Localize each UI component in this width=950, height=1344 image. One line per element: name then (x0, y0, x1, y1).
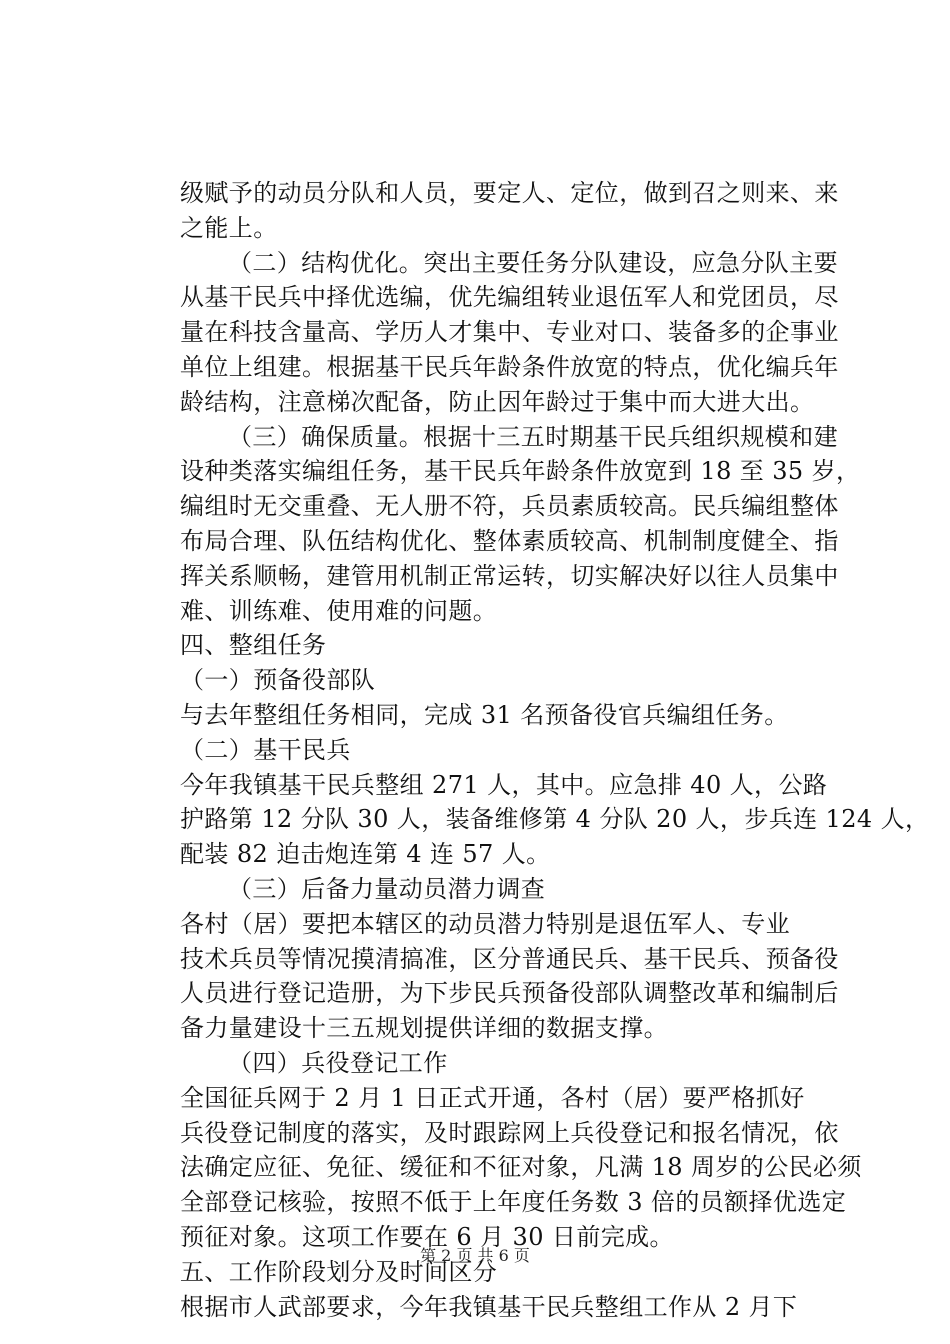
text-line: 全部登记核验，按照不低于上年度任务数 3 倍的员额择优选定 (180, 1188, 847, 1217)
text-line: 预征对象。这项工作要在 6 月 30 日前完成。 (180, 1222, 674, 1251)
text-line: 兵役登记制度的落实，及时跟踪网上兵役登记和报名情况，依 (180, 1118, 839, 1147)
text-line: 五、工作阶段划分及时间区分 (180, 1257, 498, 1286)
page-footer: 第 2 页 共 6 页 (420, 1246, 530, 1265)
text-line: （一）预备役部队 (180, 666, 376, 695)
text-line: 编组时无交重叠、无人册不符，兵员素质较高。民兵编组整体 (180, 492, 839, 521)
text-line: 之能上。 (180, 213, 278, 242)
text-line: （二）结构优化。突出主要任务分队建设，应急分队主要 (228, 248, 838, 277)
text-line: 今年我镇基干民兵整组 271 人，其中。应急排 40 人，公路 (180, 770, 828, 799)
text-line: 单位上组建。根据基干民兵年龄条件放宽的特点，优化编兵年 (180, 352, 839, 381)
text-line: 布局合理、队伍结构优化、整体素质较高、机制制度健全、指 (180, 526, 839, 555)
text-line: 四、整组任务 (180, 631, 327, 660)
text-line: （二）基干民兵 (180, 735, 351, 764)
text-line: 量在科技含量高、学历人才集中、专业对口、装备多的企事业 (180, 318, 839, 347)
text-line: 龄结构，注意梯次配备，防止因年龄过于集中而大进大出。 (180, 387, 815, 416)
text-line: （四）兵役登记工作 (228, 1048, 448, 1077)
text-line: 备力量建设十三五规划提供详细的数据支撑。 (180, 1014, 668, 1043)
text-line: 根据市人武部要求，今年我镇基干民兵整组工作从 2 月下 (180, 1292, 798, 1321)
text-line: 人员进行登记造册，为下步民兵预备役部队调整改革和编制后 (180, 979, 839, 1008)
text-line: 护路第 12 分队 30 人，装备维修第 4 分队 20 人，步兵连 124 人， (180, 805, 930, 834)
text-line: 技术兵员等情况摸清搞准，区分普通民兵、基干民兵、预备役 (180, 944, 839, 973)
text-line: 配装 82 迫击炮连第 4 连 57 人。 (180, 840, 551, 869)
text-line: 难、训练难、使用难的问题。 (180, 596, 498, 625)
text-line: 级赋予的动员分队和人员，要定人、定位，做到召之则来、来 (180, 179, 839, 207)
body-text (180, 176, 930, 1324)
text-line: 法确定应征、免征、缓征和不征对象，凡满 18 周岁的公民必须 (180, 1153, 862, 1182)
text-line: 设种类落实编组任务，基干民兵年龄条件放宽到 18 至 35 岁， (180, 457, 861, 486)
text-line: 挥关系顺畅，建管用机制正常运转，切实解决好以往人员集中 (180, 561, 839, 590)
text-line: 从基干民兵中择优选编，优先编组转业退伍军人和党团员，尽 (180, 283, 839, 312)
text-line: 全国征兵网于 2 月 1 日正式开通，各村（居）要严格抓好 (180, 1083, 805, 1112)
text-line: 各村（居）要把本辖区的动员潜力特别是退伍军人、专业 (180, 909, 790, 938)
text-line: （三）后备力量动员潜力调查 (228, 874, 546, 903)
text-line: （三）确保质量。根据十三五时期基干民兵组织规模和建 (228, 422, 838, 451)
text-line: 与去年整组任务相同，完成 31 名预备役官兵编组任务。 (180, 700, 789, 729)
